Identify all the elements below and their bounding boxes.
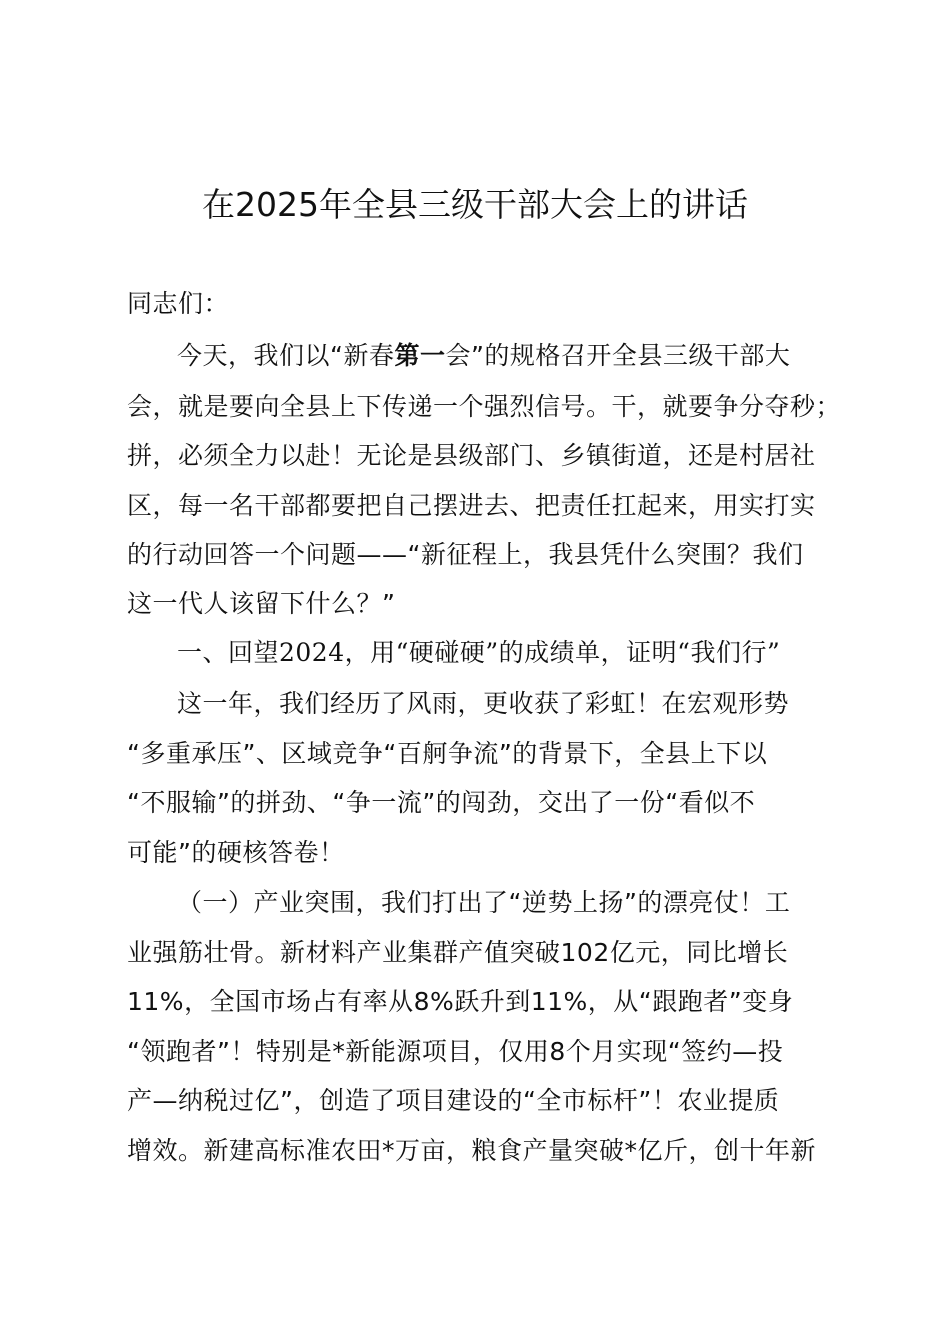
paragraph-line: 会，就是要向全县上下传递一个强烈信号。干，就要争分夺秒； — [127, 392, 842, 421]
bold-text-run: 第一 — [394, 341, 446, 370]
paragraph-line: 这一年，我们经历了风雨，更收获了彩虹！在宏观形势 — [177, 689, 790, 718]
paragraph-line: 拼，必须全力以赴！无论是县级部门、乡镇街道，还是村居社 — [127, 441, 816, 470]
paragraph-line: 业强筋壮骨。新材料产业集群产值突破102亿元，同比增长 — [127, 938, 789, 967]
paragraph-line: 区，每一名干部都要把自己摆进去、把责任扛起来，用实打实 — [127, 491, 816, 520]
paragraph-line: 可能”的硬核答卷！ — [127, 838, 345, 867]
paragraph-line: 11%，全国市场占有率从8%跃升到11%，从“跟跑者”变身 — [127, 987, 794, 1016]
paragraph-line: （一）产业突围，我们打出了“逆势上扬”的漂亮仗！工 — [177, 888, 791, 917]
paragraph-line: “多重承压”、区域竞争“百舸争流”的背景下，全县上下以 — [127, 739, 768, 768]
paragraph-line: 增效。新建高标准农田*万亩，粮食产量突破*亿斤，创十年新 — [127, 1136, 817, 1165]
document-title: 在2025年全县三级干部大会上的讲话 — [202, 185, 748, 224]
paragraph-line: “不服输”的拼劲、“争一流”的闯劲，交出了一份“看似不 — [127, 788, 756, 817]
paragraph-line: 的行动回答一个问题——“新征程上，我县凭什么突围？我们 — [127, 540, 804, 569]
paragraph-line: 这一代人该留下什么？” — [127, 589, 396, 618]
salutation: 同志们： — [127, 289, 230, 318]
paragraph-line: 产—纳税过亿”，创造了项目建设的“全市标杆”！农业提质 — [127, 1086, 780, 1115]
text-run: 今天，我们以“新春 — [177, 341, 395, 370]
text-run: 会”的规格召开全县三级干部大 — [445, 341, 791, 370]
paragraph-line: “领跑者”！特别是*新能源项目，仅用8个月实现“签约—投 — [127, 1037, 784, 1066]
section-heading: 一、回望2024，用“硬碰硬”的成绩单，证明“我们行” — [177, 638, 781, 667]
paragraph-line — [127, 339, 837, 373]
